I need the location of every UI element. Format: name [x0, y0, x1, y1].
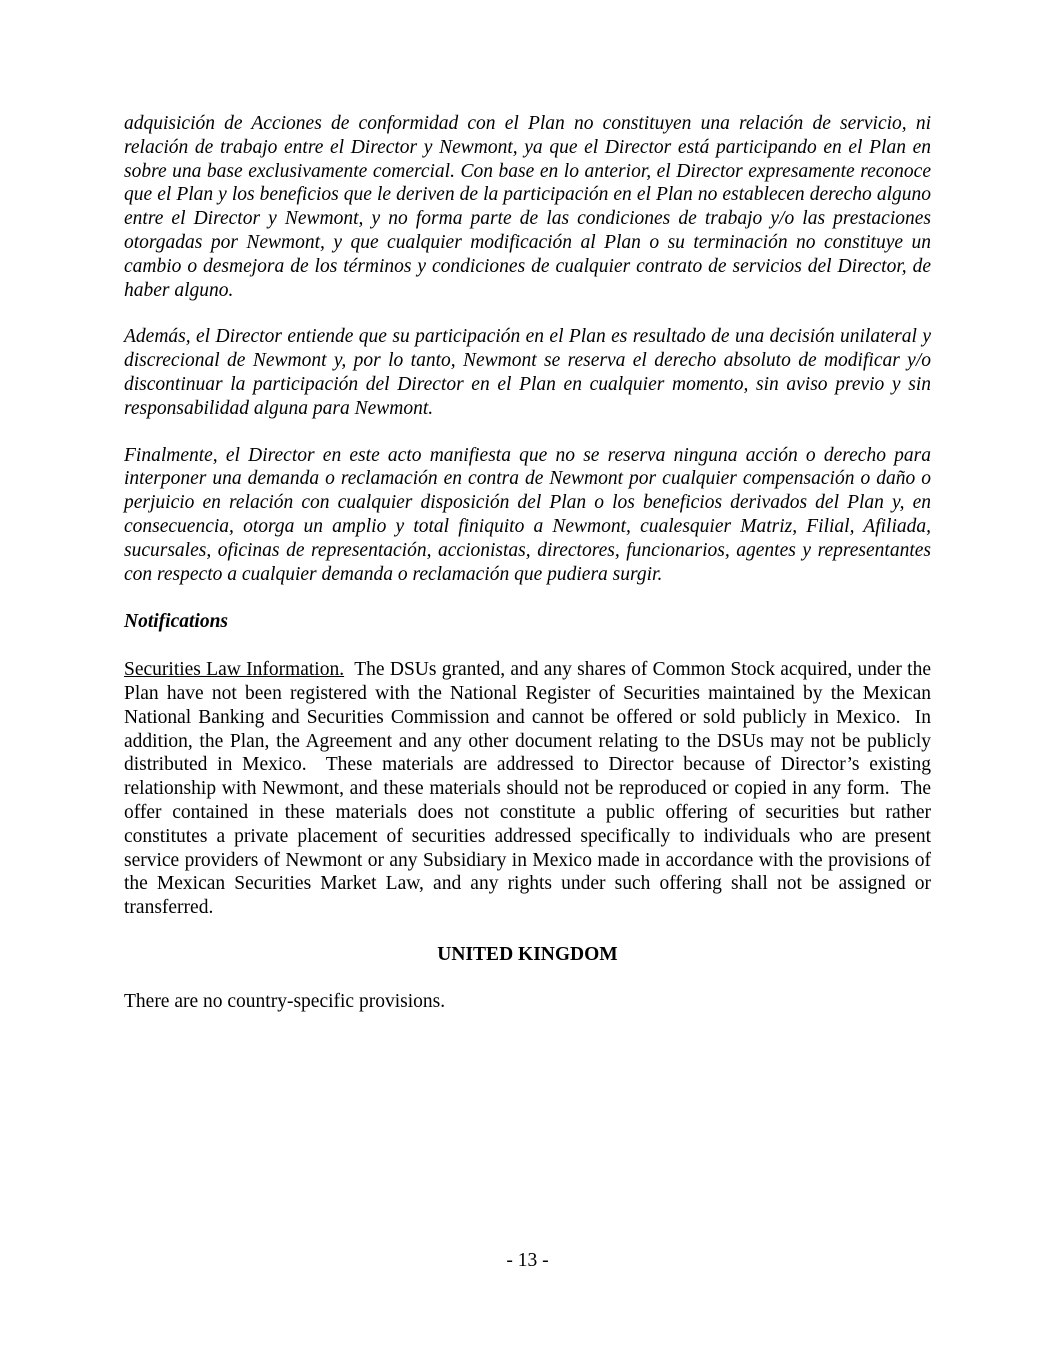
paragraph-service-relation: adquisición de Acciones de conformidad con el Plan no constituyen una relación de servicio, ni relación de trabajo entre el Director y Newmont, ya que el Director está participando en el Plan en sobre una base exclusivamente comercial. Con base en lo anterior, el Director expresamente reconoce que el Plan y los beneficios que le deriven de la participación en el Plan no establecen derecho alguno entre el Director y Newmont, y no forma parte de las condiciones de trabajo y/o las prestaciones otorgadas por Newmont, y que cualquier modificación al Plan o su terminación no constituye un cambio o desmejora de los términos y condiciones de cualquier contrato de servicios del Director, de haber alguno. — [124, 113, 931, 301]
paragraph-release-of-claims: Finalmente, el Director en este acto manifiesta que no se reserva ninguna acción o derecho para interponer una demanda o reclamación en contra de Newmont por cualquier compensación o daño o perjuicio en relación con cualquier disposición del Plan o los beneficios derivados del Plan y, en consecuencia, otorga un amplio y total finiquito a Newmont, cualesquier Matriz, Filial, Afiliada, sucursales, oficinas de representación, accionistas, directores, funcionarios, agentes y representantes con respecto a cualquier demanda o reclamación que pudiera surgir. — [124, 444, 931, 585]
notifications-heading: Notifications — [124, 611, 229, 633]
securities-law-body: The DSUs granted, and any shares of Common Stock acquired, under the Plan have not been registered with the National Register of Securities maintained by the Mexican National Banking and Securities Commission and cannot be offered or sold publicly in Mexico. In addition, the Plan, the Agreement and any other document relating to the DSUs may not be publicly distributed in Mexico. These materials are addressed to Director because of Director’s existing relationship with Newmont, and these materials should not be reproduced or copied in any form. The offer contained in these materials does not constitute a public offering of securities but rather constitutes a private placement of securities addressed specifically to individuals who are present service providers of Newmont or any Subsidiary in Mexico made in accordance with the provisions of the Mexican Securities Market Law, and any rights under such offering shall not be assigned or transferred. — [124, 659, 936, 919]
securities-law-paragraph — [124, 658, 936, 920]
securities-law-title: Securities Law Information. — [124, 659, 345, 681]
document-body — [124, 112, 936, 1014]
paragraph-unilateral-decision: Además, el Director entiende que su participación en el Plan es resultado de una decisión unilateral y discrecional de Newmont y, por lo tanto, Newmont se reserva el derecho absoluto de modificar y/o discontinuar la participación del Director en el Plan en cualquier momento, sin aviso previo y sin responsabilidad alguna para Newmont. — [124, 326, 931, 419]
uk-provisions-text: There are no country-specific provisions. — [124, 990, 446, 1012]
page-number: - 13 - — [506, 1250, 549, 1271]
country-heading-uk: UNITED KINGDOM — [437, 943, 618, 965]
